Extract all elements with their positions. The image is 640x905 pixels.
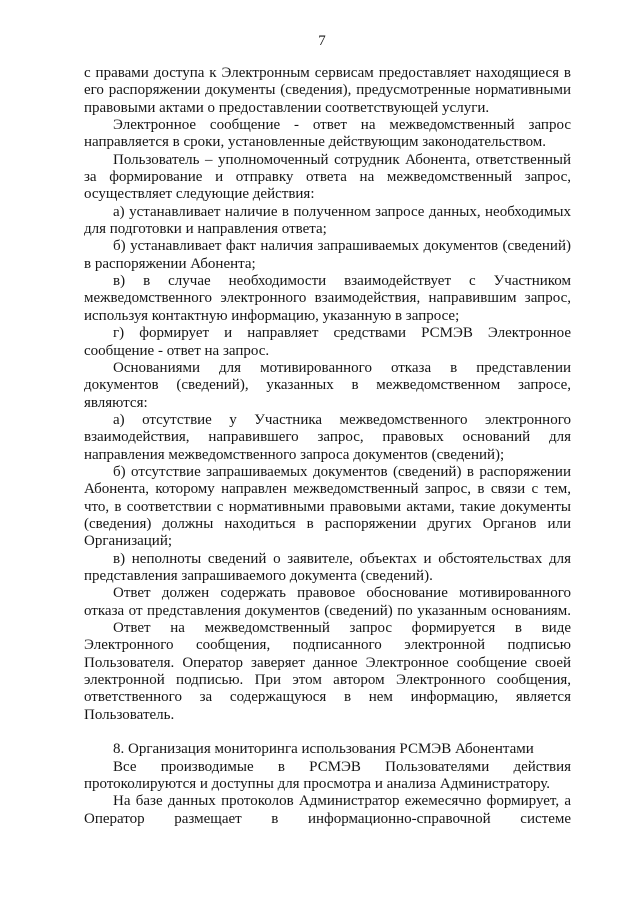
text-line: Основаниями для мотивированного отказа в представлении <box>113 359 571 376</box>
text-line: с правами доступа к Электронным сервисам предоставляет находящиеся в <box>84 65 571 81</box>
document-body <box>84 65 571 828</box>
text-line: электронной подписью. При этом автором Электронного сообщения, <box>84 672 571 689</box>
text-line: ответственного за содержащуюся в нем информацию, является <box>84 689 571 706</box>
text-line: г) формирует и направляет средствами РСМЭВ Электронное <box>113 325 571 342</box>
list-item <box>84 238 571 273</box>
text-line: в) в случае необходимости взаимодействует с Участником <box>113 273 571 290</box>
text-line: б) устанавливает факт наличия запрашиваемых документов (сведений) <box>113 238 571 255</box>
list-item <box>84 204 571 239</box>
text-line: документов (сведений), указанных в межведомственном запросе, <box>84 377 571 394</box>
text-line: б) отсутствие запрашиваемых документов (сведений) в распоряжении <box>113 463 571 480</box>
text-line: осуществляет следующие действия: <box>84 186 315 203</box>
paragraph <box>84 65 571 117</box>
text-line: Все производимые в РСМЭВ Пользователями действия <box>113 758 571 775</box>
paragraph <box>84 117 571 152</box>
text-line: в распоряжении Абонента; <box>84 255 256 272</box>
text-line: а) отсутствие у Участника межведомственного электронного <box>113 411 571 428</box>
section-heading: 8. Организация мониторинга использования РСМЭВ Абонентами <box>113 741 534 758</box>
text-line: отказа от представления документов (сведений) по указанным основаниям. <box>84 602 571 619</box>
list-item <box>84 273 571 325</box>
spacer <box>84 724 571 741</box>
text-line: сообщение - ответ на запрос. <box>84 342 270 359</box>
text-line: Пользователя. Оператор заверяет данное Электронное сообщение своей <box>84 654 571 671</box>
text-line: Ответ должен содержать правовое обоснование мотивированного <box>113 585 571 602</box>
text-line: в) неполноты сведений о заявителе, объектах и обстоятельствах для <box>113 550 571 567</box>
list-item <box>84 464 571 551</box>
text-line: его распоряжении документы (сведения), предусмотренные нормативными <box>84 82 571 99</box>
text-line: (сведения) должны находиться в распоряжении других Органов или <box>84 515 571 532</box>
paragraph <box>84 793 571 828</box>
text-line: за формирование и отправку ответа на межведомственный запрос, <box>84 169 571 186</box>
text-line: Оператор размещает в информационно-справочной системе <box>84 810 571 827</box>
text-line: правовыми актами о предоставлении соответствующей услуги. <box>84 99 490 116</box>
text-line: Организаций; <box>84 533 173 550</box>
list-item <box>84 551 571 586</box>
text-line: для подготовки и направления ответа; <box>84 221 327 238</box>
text-line: направляется в сроки, установленные действующим законодательством. <box>84 134 547 151</box>
text-line: межведомственного электронного взаимодействия, направившим запрос, <box>84 290 571 307</box>
paragraph <box>84 360 571 412</box>
text-line: используя контактную информацию, указанную в запросе; <box>84 307 460 324</box>
text-line: Пользователь – уполномоченный сотрудник Абонента, ответственный <box>113 151 571 168</box>
list-item <box>84 412 571 464</box>
text-line: взаимодействия, направившего запрос, правовых оснований для <box>84 429 571 446</box>
paragraph <box>84 152 571 204</box>
list-item <box>84 325 571 360</box>
text-line: Электронное сообщение - ответ на межведомственный запрос <box>113 117 571 134</box>
text-line: Ответ на межведомственный запрос формируется в виде <box>113 620 571 636</box>
text-line: направления межведомственного запроса документов (сведений); <box>84 446 505 463</box>
text-line: Пользователь. <box>84 706 175 723</box>
paragraph <box>84 620 571 724</box>
text-line: представления запрашиваемого документа (сведений). <box>84 567 433 584</box>
paragraph <box>84 585 571 620</box>
text-line: Электронного сообщения, подписанного электронной подписью <box>84 637 571 654</box>
text-line: На базе данных протоколов Администратор ежемесячно формирует, а <box>113 793 571 810</box>
paragraph <box>84 759 571 794</box>
page-number: 7 <box>318 33 326 49</box>
text-line: а) устанавливает наличие в полученном запросе данных, необходимых <box>113 203 571 220</box>
text-line: протоколируются и доступны для просмотра и анализа Администратору. <box>84 776 551 793</box>
text-line: являются: <box>84 394 148 411</box>
text-line: Абонента, которому направлен межведомственный запрос, в связи с тем, <box>84 481 571 498</box>
text-line: что, в соответствии с нормативными правовыми актами, такие документы <box>84 498 571 515</box>
